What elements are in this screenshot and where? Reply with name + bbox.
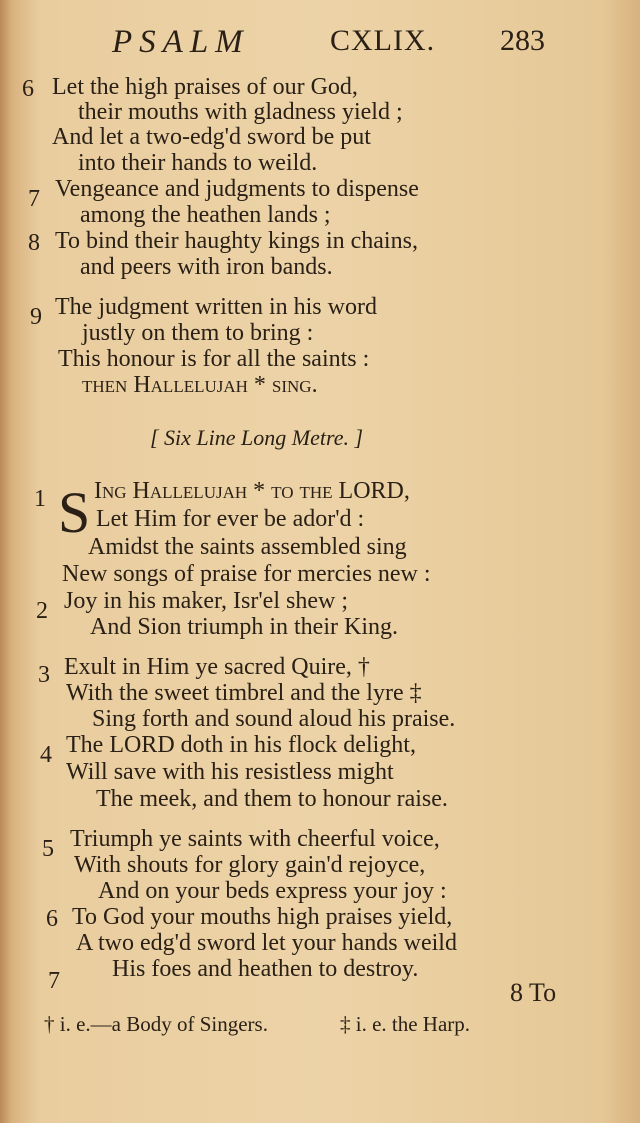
verse-line: With shouts for glory gain'd rejoyce, <box>74 852 426 878</box>
verse-line: into their hands to weild. <box>78 150 318 176</box>
verse-line: His foes and heathen to destroy. <box>112 956 419 982</box>
verse-line: The LORD doth in his flock delight, <box>66 732 416 758</box>
verse-line: Vengeance and judgments to dispense <box>55 176 419 202</box>
verse-line: and peers with iron bands. <box>80 254 333 280</box>
verse-number: 4 <box>40 742 52 768</box>
verse-line: And let a two-edg'd sword be put <box>52 124 371 150</box>
page-number: 283 <box>500 24 545 57</box>
verse-line: justly on them to bring : <box>82 320 314 346</box>
footnote-harp: ‡ i. e. the Harp. <box>340 1012 471 1036</box>
verse-line: With the sweet timbrel and the lyre ‡ <box>66 680 422 706</box>
drop-cap: S <box>58 480 91 545</box>
verse-line: Will save with his resistless might <box>66 759 394 785</box>
verse-line: The judgment written in his word <box>55 294 377 320</box>
verse-number: 1 <box>34 486 46 512</box>
verse-line: To bind their haughty kings in chains, <box>55 228 418 254</box>
verse-line: This honour is for all the saints : <box>58 346 370 372</box>
running-title: PSALM <box>112 24 250 60</box>
verse-line: among the heathen lands ; <box>80 202 331 228</box>
verse-line: Triumph ye saints with cheerful voice, <box>70 826 440 852</box>
verse-line: Let Him for ever be ador'd : <box>96 506 365 532</box>
verse-number: 6 <box>46 906 58 932</box>
catchword: 8 To <box>510 978 557 1007</box>
footnote-singers: † i. e.—a Body of Singers. <box>44 1012 268 1036</box>
psalm-numeral: CXLIX. <box>330 24 436 57</box>
verse-line: To God your mouths high praises yield, <box>72 904 453 930</box>
verse-number: 7 <box>48 968 60 994</box>
verse-number: 6 <box>22 76 34 102</box>
verse-number: 9 <box>30 304 42 330</box>
verse-line: The meek, and them to honour raise. <box>96 786 448 812</box>
verse-line: their mouths with gladness yield ; <box>78 99 403 125</box>
verse-line: then Hallelujah * sing. <box>82 372 318 398</box>
verse-line: Joy in his maker, Isr'el shew ; <box>64 588 348 614</box>
verse-number: 5 <box>42 836 54 862</box>
verse-line: Sing forth and sound aloud his praise. <box>92 706 456 732</box>
verse-line: Exult in Him ye sacred Quire, † <box>64 654 370 680</box>
verse-number: 8 <box>28 230 40 256</box>
verse-line: Amidst the saints assembled sing <box>88 534 407 560</box>
verse-number: 2 <box>36 598 48 624</box>
verse-line: Let the high praises of our God, <box>52 74 358 100</box>
verse-number: 7 <box>28 186 40 212</box>
metre-heading: [ Six Line Long Metre. ] <box>150 425 364 450</box>
verse-number: 3 <box>38 662 50 688</box>
verse-line: A two edg'd sword let your hands weild <box>76 930 457 956</box>
verse-line: New songs of praise for mercies new : <box>62 561 431 587</box>
verse-line: And on your beds express your joy : <box>98 878 447 904</box>
verse-line: And Sion triumph in their King. <box>90 614 398 640</box>
verse-line: Ing Hallelujah * to the LORD, <box>94 478 410 504</box>
